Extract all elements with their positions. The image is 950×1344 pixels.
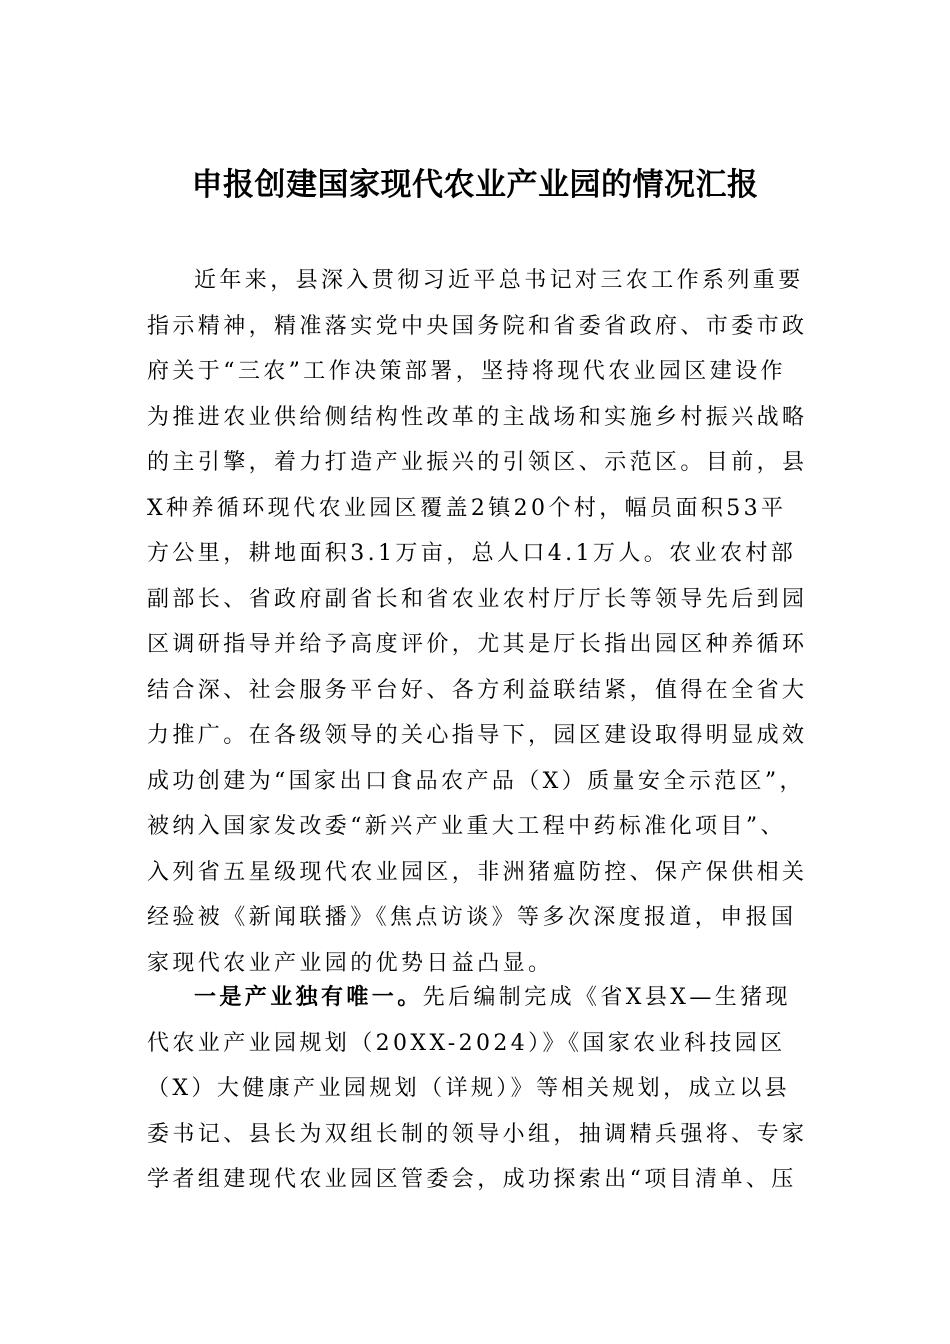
text-line: （X）大健康产业园规划（详规）》等相关规划，成立以县 xyxy=(147,1076,791,1101)
text-line: 学者组建现代农业园区管委会，成功探索出“项目清单、压 xyxy=(147,1167,797,1192)
text-line: 入列省五星级现代农业园区，非洲猪瘟防控、保产保供相关 xyxy=(147,859,808,885)
text-line: 的主引擎，着力打造产业振兴的引领区、示范区。目前，县 xyxy=(147,450,808,475)
text-line: 区调研指导并给予高度评价，尤其是厅长指出园区种养循环 xyxy=(147,632,808,657)
section-lead: 一是产业独有唯一。 xyxy=(194,984,423,1010)
document-title: 申报创建国家现代农业产业园的情况汇报 xyxy=(191,167,759,203)
text-line: 委书记、县长为双组长制的领导小组，抽调精兵强将、专家 xyxy=(147,1121,808,1147)
text-line: 被纳入国家发改委“新兴产业重大工程中药标准化项目”、 xyxy=(147,814,786,839)
text-line: 结合深、社会服务平台好、各方利益联结紧，值得在全省大 xyxy=(147,677,808,703)
text-line: 方公里，耕地面积3.1万亩，总人口4.1万人。农业农村部 xyxy=(147,541,797,566)
text-line xyxy=(147,975,807,1021)
text-line: 家现代农业产业园的优势日益凸显。 xyxy=(147,950,554,976)
paragraph-intro xyxy=(147,258,807,986)
paragraph-industry xyxy=(147,975,807,1203)
text-line: X种养循环现代农业园区覆盖2镇20个村，幅员面积53平 xyxy=(147,495,787,521)
text-line: 近年来，县深入贯彻习近平总书记对三农工作系列重要 xyxy=(194,268,804,293)
text-line: 副部长、省政府副省长和省农业农村厅厅长等领导先后到园 xyxy=(147,586,808,612)
text-line: 经验被《新闻联播》《焦点访谈》等多次深度报道，申报国 xyxy=(147,905,797,930)
text-line: 成功创建为“国家出口食品农产品（X）质量安全示范区”， xyxy=(147,768,805,794)
text-line: 指示精神，精准落实党中央国务院和省委省政府、市委市政 xyxy=(147,313,808,339)
text-line: 力推广。在各级领导的关心指导下，园区建设取得明显成效 xyxy=(147,723,808,748)
text-line: 府关于“三农”工作决策部署，坚持将现代农业园区建设作 xyxy=(147,359,786,384)
lead-line-rest: 先后编制完成《省X县X—生猪现 xyxy=(422,985,791,1010)
text-line: 为推进农业供给侧结构性改革的主战场和实施乡村振兴战略 xyxy=(147,404,808,430)
text-line: 代农业产业园规划（20XX-2024）》《国家农业科技园区 xyxy=(147,1030,786,1056)
